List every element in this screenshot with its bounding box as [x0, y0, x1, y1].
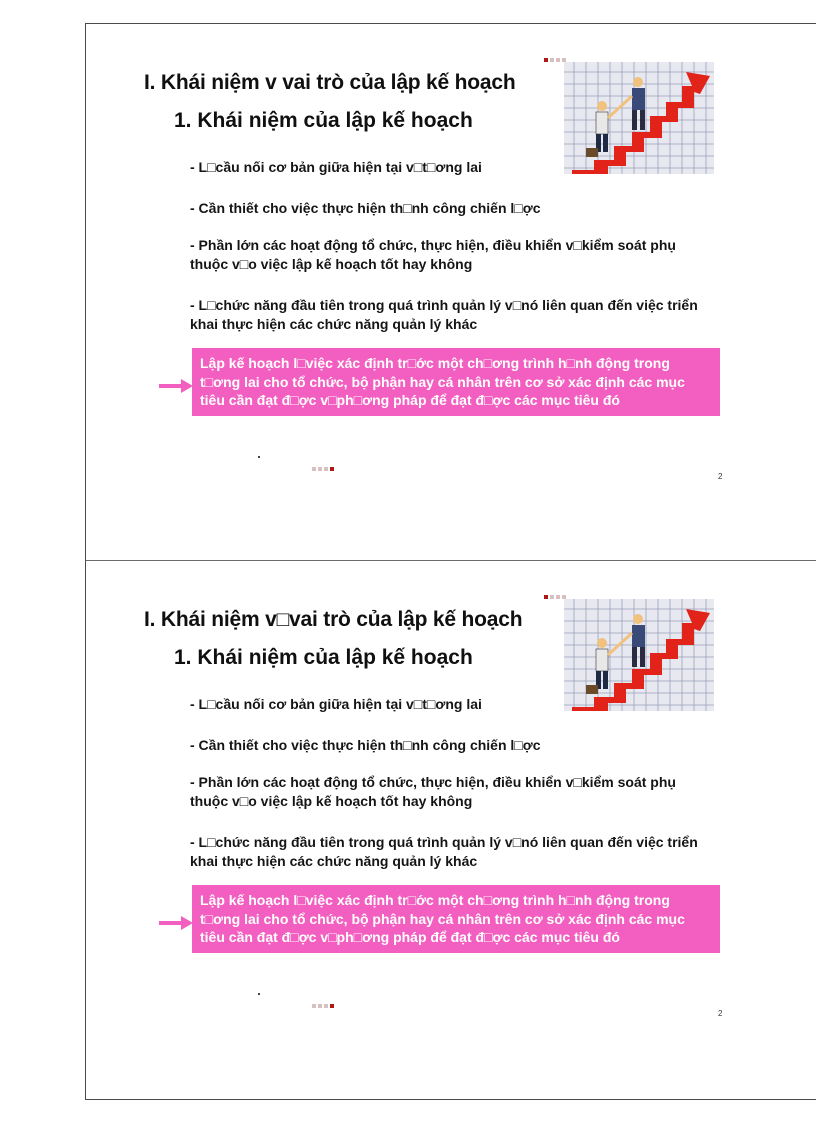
slide-title: I. Khái niệm v□vai trò của lập kế hoạch — [144, 608, 523, 631]
bullet-item: - L□cầu nối cơ bản giữa hiện tại v□t□ơng lai — [190, 159, 482, 175]
slide-2 — [86, 561, 816, 1098]
corner-decoration — [544, 58, 566, 63]
definition-box: Lập kế hoạch l□việc xác định tr□ớc một ch□ơng trình h□nh động trong t□ơng lai cho tổ chức, bộ phận hay cá nhân trên cơ sở xác định các mục tiêu cần đạt đ□ợc v□ph□ơng pháp để đạt đ□ợc các mục tiêu đó — [192, 885, 720, 953]
slide-subtitle: 1. Khái niệm của lập kế hoạch — [174, 109, 473, 132]
slide-subtitle: 1. Khái niệm của lập kế hoạch — [174, 646, 473, 669]
footer-decoration — [312, 1004, 334, 1008]
footer-dot — [258, 456, 260, 458]
right-arrow-icon — [159, 379, 193, 393]
page-number: 2 — [718, 1009, 723, 1018]
footer-decoration — [312, 467, 334, 471]
bullet-item: - Cần thiết cho việc thực hiện th□nh công chiến l□ợc — [190, 200, 541, 216]
corner-decoration — [544, 595, 566, 600]
bullet-item: - Cần thiết cho việc thực hiện th□nh công chiến l□ợc — [190, 737, 541, 753]
bullet-item: - L□chức năng đầu tiên trong quá trình quản lý v□nó liên quan đến việc triển khai thực hiện các chức năng quản lý khác — [190, 834, 698, 869]
right-arrow-icon — [159, 916, 193, 930]
definition-box: Lập kế hoạch l□việc xác định tr□ớc một ch□ơng trình h□nh động trong t□ơng lai cho tổ chức, bộ phận hay cá nhân trên cơ sở xác định các mục tiêu cần đạt đ□ợc v□ph□ơng pháp để đạt đ□ợc các mục tiêu đó — [192, 348, 720, 416]
page-number: 2 — [718, 472, 723, 481]
bullet-item: - Phần lớn các hoạt động tổ chức, thực hiện, điều khiển v□kiểm soát phụ thuộc v□o việc lập kế hoạch tốt hay không — [190, 237, 676, 272]
bullet-item: - L□cầu nối cơ bản giữa hiện tại v□t□ơng lai — [190, 696, 482, 712]
footer-dot — [258, 993, 260, 995]
bullet-item: - L□chức năng đầu tiên trong quá trình quản lý v□nó liên quan đến việc triển khai thực hiện các chức năng quản lý khác — [190, 297, 698, 332]
slide-title: I. Khái niệm v vai trò của lập kế hoạch — [144, 71, 516, 94]
slide-1 — [86, 24, 816, 561]
bullet-item: - Phần lớn các hoạt động tổ chức, thực hiện, điều khiển v□kiểm soát phụ thuộc v□o việc lập kế hoạch tốt hay không — [190, 774, 676, 809]
